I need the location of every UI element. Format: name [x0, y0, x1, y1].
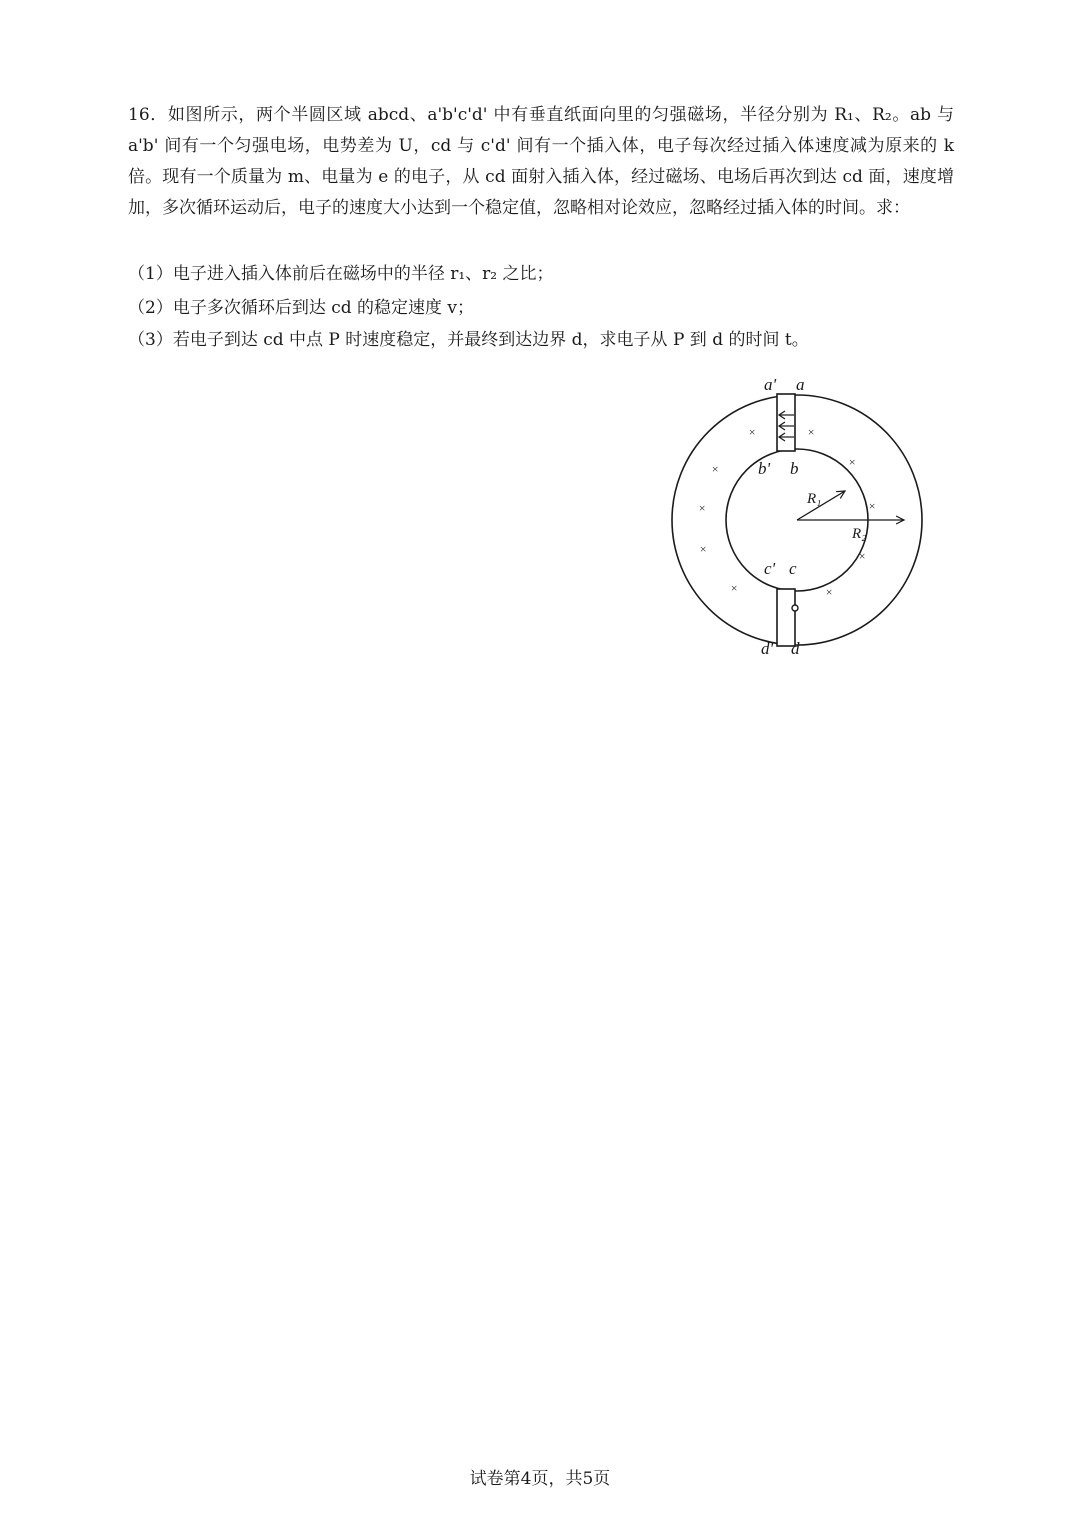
- field-x: ×: [699, 542, 708, 556]
- field-x: ×: [698, 501, 707, 515]
- field-x: ×: [711, 462, 720, 476]
- question-3: （3）若电子到达 cd 中点 P 时速度稳定，并最终到达边界 d，求电子从 P 到 d 的时间 t。: [128, 330, 809, 350]
- label-d: d: [791, 639, 800, 658]
- label-c: c: [789, 559, 797, 578]
- field-x: ×: [825, 585, 834, 599]
- field-x: ×: [868, 499, 877, 513]
- point-p: [792, 605, 798, 611]
- field-x: ×: [730, 581, 739, 595]
- insertion-body: [777, 589, 795, 646]
- question-2: （2）电子多次循环后到达 cd 的稳定速度 v；: [128, 298, 475, 318]
- page-footer: 试卷第4页，共5页: [469, 1469, 611, 1489]
- label-r1: R₁: [807, 491, 822, 507]
- label-a-prime: a': [764, 375, 777, 394]
- circuit-figure: [640, 370, 940, 670]
- field-x: ×: [848, 455, 857, 469]
- field-x: ×: [748, 425, 757, 439]
- label-b-prime: b': [758, 459, 771, 478]
- problem-stem-text: ．如图所示，两个半圆区域 abcd、a'b'c'd' 中有垂直纸面向里的匀强磁场，半径分别为 R₁、R₂。ab 与 a'b' 间有一个匀强电场，电势差为 U，cd 与 c'd' 间有一个插入体，电子每次经过插入体速度减为原来的 k 倍。现有一个质量为 m、电量为 e 的电子，从 cd 面射入插入体，经过磁场、电场后再次到达 cd 面，速度增加，多次循环运动后，电子的速度大小达到一个稳定值，忽略相对论效应，忽略经过插入体的时间。求：: [128, 105, 954, 218]
- electric-field-gap: [777, 394, 795, 451]
- electric-field-arrows: [779, 411, 794, 441]
- question-1: （1）电子进入插入体前后在磁场中的半径 r₁、r₂ 之比；: [128, 264, 554, 284]
- label-a: a: [796, 375, 805, 394]
- label-b: b: [790, 459, 799, 478]
- problem-stem: [128, 100, 954, 224]
- field-x: ×: [858, 549, 867, 563]
- label-r2: R₂: [852, 526, 867, 542]
- label-c-prime: c': [764, 559, 776, 578]
- field-x: ×: [807, 425, 816, 439]
- problem-16: [128, 100, 954, 224]
- problem-number: 16: [128, 105, 150, 125]
- label-d-prime: d': [761, 639, 774, 658]
